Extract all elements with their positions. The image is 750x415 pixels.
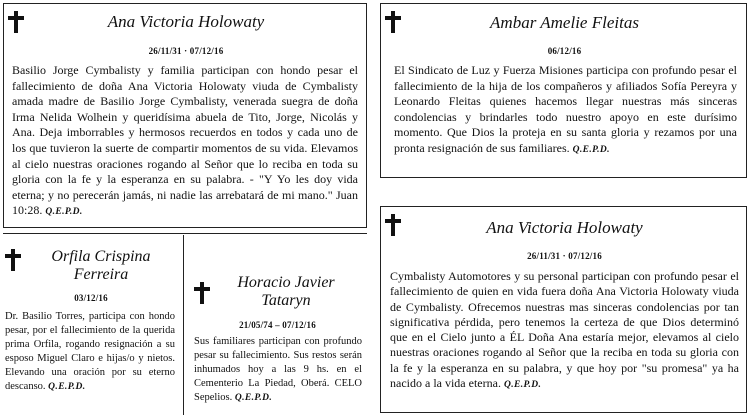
cross-icon xyxy=(194,282,210,304)
notice-text: Sus familiares participan con profundo pesar su fallecimiento. Sus restos serán inhumados hoy a las 9 hs. en el Cementerio La Piedad, Oberá. CELO Sepelios. xyxy=(194,336,362,403)
qepd-signoff: Q.E.P.D. xyxy=(45,207,83,218)
qepd-signoff: Q.E.P.D. xyxy=(234,393,273,403)
notice-body xyxy=(12,63,358,221)
notice-body xyxy=(394,63,737,159)
divider-vertical xyxy=(183,235,184,415)
deceased-name: Ana Victoria Holowaty xyxy=(107,12,265,31)
deceased-name: Horacio Javier Tataryn xyxy=(237,274,335,309)
life-dates: 03/12/16 xyxy=(74,293,108,303)
notice-holowaty-family xyxy=(3,3,367,228)
notice-fleitas xyxy=(380,3,747,178)
notice-holowaty-automotores xyxy=(380,206,747,413)
notice-body xyxy=(390,269,739,393)
qepd-signoff: Q.E.P.D. xyxy=(572,144,610,155)
notice-text: Dr. Basilio Torres, participa con hondo pesar, por el fallecimiento de la querida prima Orfila, rogando resignación a su esposo Miguel Claro e hijas/o y nietos. Elevando una oración por su eterno descanso. xyxy=(5,311,175,392)
notice-tataryn xyxy=(188,236,367,415)
life-dates: 06/12/16 xyxy=(547,46,582,56)
life-dates: 21/05/74 – 07/12/16 xyxy=(239,320,316,330)
cross-icon xyxy=(5,249,21,271)
divider-horizontal xyxy=(3,233,367,234)
notice-text: El Sindicato de Luz y Fuerza Misiones participa con profundo pesar el fallecimiento de la hija de los compañeros y afiliados Sofía Pereyra y Leonardo Fleitas quienes hacemos llegar nuestras más sinceras condolencias y brindarles todo nuestro apoyo en este durísimo momento. Que Dios la proteja en su santa gloria y rezamos por una pronta resignación de sus familiares. xyxy=(394,63,737,155)
life-dates: 26/11/31 · 07/12/16 xyxy=(148,46,224,56)
notice-text: Basilio Jorge Cymbalisty y familia participan con hondo pesar el fallecimiento de doña Ana Victoria Holowaty viuda de Cymbalisty amada madre de Basilio Jorge Cymbalisty, venerada suegra de doña Irma Nelida Wolhein y queridísima abuela de Tito, Jorge, Nicolás y Ana. Deja imborrables y hermosos recuerdos en todos y cada uno de los que tuvieron la suerte de compartir momentos de su vida. Elevamos al cielo nuestras oraciones rogando al Señor que lo reciba en toda su gloria con la fe y la esperanza en su palabra. - "Y Yo les doy vida eterna; y no perecerán jamás, ni nadie las arrebatará de mi mano." Juan 10:28. xyxy=(12,63,358,218)
notice-body xyxy=(194,335,362,405)
notice-body xyxy=(5,310,175,394)
notice-ferreira xyxy=(3,236,179,415)
deceased-name: Orfila Crispina Ferreira xyxy=(51,248,151,283)
notice-text: Cymbalisty Automotores y su personal participan con profundo pesar el fallecimiento de quien en vida fuera doña Ana Victoria Holowaty viuda de Cymbalisty. Ofrecemos nuestras mas sinceras condolencias por tan significativa pérdida, pero tenemos la certeza de que Dios determinó que en el Cielo junto a ÉL Doña Ana estaría mejor, elevamos al cielo nuestras oraciones rogando al Señor que la reciba en toda su gloria con la fe y la esperanza en su palabra, y que hoy por "su promesa" ya ha nacido a la vida eterna. xyxy=(390,269,739,391)
life-dates: 26/11/31 · 07/12/16 xyxy=(527,251,602,261)
qepd-signoff: Q.E.P.D. xyxy=(48,382,86,392)
deceased-name: Ambar Amelie Fleitas xyxy=(490,13,639,32)
deceased-name: Ana Victoria Holowaty xyxy=(486,218,643,237)
qepd-signoff: Q.E.P.D. xyxy=(503,380,542,391)
